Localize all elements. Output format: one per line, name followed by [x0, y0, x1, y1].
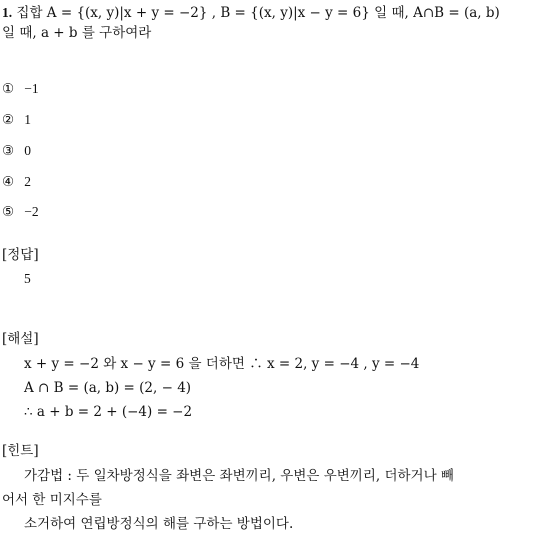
choice-marker: ②: [2, 112, 15, 128]
choice-value: 0: [24, 143, 32, 158]
hint-line: 소거하여 연립방정식의 해를 구하는 방법이다.: [24, 516, 294, 532]
choice-marker: ④: [2, 174, 15, 190]
explanation-line: ∴ a + b = 2 + (−4) = −2: [24, 404, 193, 420]
hint-line: 가감법 : 두 일차방정식을 좌변은 좌변끼리, 우변은 우변끼리, 더하거나 빼: [24, 468, 454, 484]
answer-heading: [정답]: [2, 247, 39, 263]
choice-value: −1: [24, 81, 39, 96]
question-line-1: [2, 4, 500, 22]
question-number: 1.: [2, 5, 13, 20]
choice-value: −2: [24, 204, 39, 219]
choice-item[interactable]: [2, 111, 31, 129]
explanation-heading: [해설]: [2, 331, 39, 347]
choice-marker: ③: [2, 143, 15, 159]
answer-value: 5: [24, 271, 31, 286]
choice-item[interactable]: [2, 80, 39, 98]
choice-item[interactable]: [2, 203, 39, 221]
choice-value: 2: [24, 174, 32, 189]
question-text-1: 집합 A = {(x, y)|x + y = −2} , B = {(x, y)|x − y = 6} 일 때, A∩B = (a, b): [16, 5, 500, 21]
choice-item[interactable]: [2, 142, 31, 160]
question-line-2: [2, 24, 151, 42]
question-text-2: 일 때, a + b 를 구하여라: [2, 25, 152, 41]
choice-marker: ⑤: [2, 204, 15, 220]
explanation-line: A ∩ B = (a, b) = (2, − 4): [24, 380, 192, 396]
explanation-line: x + y = −2 와 x − y = 6 을 더하면 ∴ x = 2, y = −4 , y = −4: [24, 356, 420, 372]
choice-value: 1: [24, 112, 32, 127]
hint-heading: [힌트]: [2, 443, 39, 459]
choice-marker: ①: [2, 81, 15, 97]
choice-item[interactable]: [2, 173, 31, 191]
hint-line: 어서 한 미지수를: [2, 492, 102, 508]
